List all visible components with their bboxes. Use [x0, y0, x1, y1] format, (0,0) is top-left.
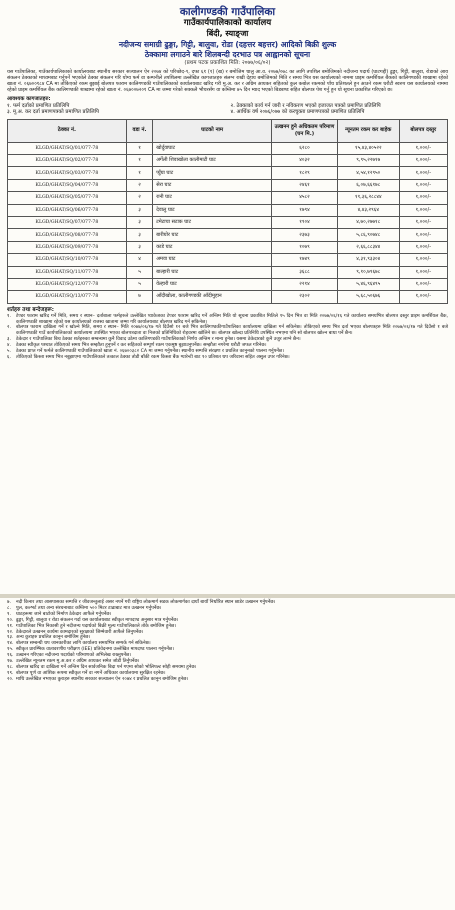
amount-cell: ९,१०,७९६७८: [337, 266, 399, 278]
column-header: वडा नं.: [126, 119, 152, 142]
site-name-cell: आँदीखोला, कालीगण्डकी आँदीमुहान: [153, 291, 272, 303]
quantity-cell: २३०२: [271, 291, 337, 303]
term-text: अन्य कुराहरु प्रचलित कानुन बमोजिम हुनेछ।: [16, 635, 91, 641]
ward-cell: २: [126, 179, 152, 191]
clipping-divider: [0, 594, 455, 598]
term-number: ११.: [7, 623, 14, 629]
table-row: [8, 254, 448, 266]
fee-cell: १,०००/-: [399, 241, 447, 253]
amount-cell: २,६६,८८३४४: [337, 241, 399, 253]
table-row: [8, 204, 448, 216]
fee-cell: १,०००/-: [399, 204, 447, 216]
term-number: ६.: [7, 355, 11, 361]
site-name-cell: खोर्दुवाघाट: [153, 142, 272, 154]
amount-cell: ५,६८,५०६७६: [337, 291, 399, 303]
term-number: १२.: [7, 629, 14, 635]
tender-code-cell: KLGD/GHAT/SQ/11/077-78: [8, 266, 127, 278]
amount-cell: ४,५४,१२९५०: [337, 167, 399, 179]
fee-cell: १,०००/-: [399, 179, 447, 191]
term-text: बोलपत्र सम्बन्धी थप जानकारीका लागि कार्यालय समयभित्र सम्पर्क गर्न सकिनेछ।: [16, 641, 151, 647]
fee-cell: १,०००/-: [399, 229, 447, 241]
table-row: [8, 179, 448, 191]
notice-header: [7, 6, 448, 39]
fee-cell: १,०००/-: [399, 291, 447, 303]
term-text: गाउँपालिका भित्र निकासी हुने नदीजन्य पदार्थको बिक्री मूल्य गाउँपालिकाले तोके बमोजिम हुनेछ।: [16, 623, 177, 629]
office-location: बिंदी, स्याङ्जा: [206, 29, 249, 38]
table-row: [8, 142, 448, 154]
ward-cell: ४: [126, 254, 152, 266]
tender-code-cell: KLGD/GHAT/SQ/09/077-78: [8, 241, 127, 253]
term-text: बोलपत्र फाराम दाखिला गर्ने र खोल्ने मिति, समय र स्थान– मिति २०७७/०६/१७ गते दिउँसो १२ बजे भित्र कालिगण्डकीगाउँपालिका कार्यालयमा दाखिला गर्न सकिनेछ। तोकिएको समय भित्र दर्ता भएका बोलपत्रहरु मिति २०७७/०६/१७ गते दिउँसो १ बजे कालिगण्डकी गाउँ कार्यपालिकाको कार्यालयमा उपस्थित भएका बोलपत्रदाता वा निजको प्रतिनिधिको रोहवरमा खोलिने छ। बोलपत्र खोल्दा प्रतिनिधि उपस्थित नभएमा पनि सो बोलपत्र खोल्न बाधा पर्ने छैन।: [16, 325, 448, 337]
term-number: २०.: [7, 676, 14, 682]
table-header-row: [8, 119, 448, 142]
term-text: ठेक्का प्राप्त गर्ने फर्मले कालिगण्डकी गाउँपालिकाको खाता नं. ०६७००३८२ CA मा जम्मा गर्नुपर्नेछ। स्थानीय सम्पत्ति संरक्षण र प्रचलित कानुनको पालना गर्नुपर्नेछ।: [16, 349, 284, 355]
document-item: ३. मू.अ. कर दर्ता प्रमाणपत्रको प्रमाणित प्रतिलिपि: [7, 109, 99, 116]
ward-cell: १: [126, 154, 152, 166]
term-number: १४.: [7, 641, 14, 647]
ward-cell: १: [126, 142, 152, 154]
quantity-cell: २४६१: [271, 179, 337, 191]
notice-title: [7, 40, 448, 60]
ward-cell: ३: [126, 204, 152, 216]
amount-cell: ४,३१,९३३०४: [337, 254, 399, 266]
terms-section: [7, 307, 448, 361]
site-name-cell: वेल्हारी घाट: [153, 278, 272, 290]
tender-code-cell: KLGD/GHAT/SQ/03/077-78: [8, 167, 127, 179]
tender-code-cell: KLGD/GHAT/SQ/12/077-78: [8, 278, 127, 290]
ward-cell: ३: [126, 229, 152, 241]
tender-code-cell: KLGD/GHAT/SQ/05/077-78: [8, 192, 127, 204]
quantity-cell: ६२८०: [271, 142, 337, 154]
table-body: [8, 142, 448, 303]
term-item: [7, 355, 448, 361]
term-text: ठेकेदारले उत्खनन कार्यमा कामदारको सुरक्षाको जिम्मेवारी आफैले लिनुपर्नेछ।: [16, 629, 144, 635]
table-row: [8, 167, 448, 179]
term-item: [7, 325, 448, 337]
fee-cell: १,०००/-: [399, 142, 447, 154]
table-row: [8, 241, 448, 253]
amount-cell: ६,०७,६६१७८: [337, 179, 399, 191]
amount-cell: ४,७०,२७७१८: [337, 216, 399, 228]
fee-cell: १,०००/-: [399, 278, 447, 290]
tender-code-cell: KLGD/GHAT/SQ/07/077-78: [8, 216, 127, 228]
quantity-cell: ४५८२: [271, 192, 337, 204]
term-text: ठेक्का स्वीकृत पश्चात तोकिएको समय भित्र सम्झौता हुनुपर्ने र कर सहितको सम्पूर्ण रकम एकमुष्ठ बुझाउनुपर्नेछ। सम्झौता नगरेमा धरौटी जफत गरिनेछ।: [16, 343, 267, 349]
terms-list-part-1: [7, 314, 448, 361]
ward-cell: २: [126, 192, 152, 204]
site-name-cell: बाल्हारी घाट: [153, 266, 272, 278]
site-name-cell: देवालु घाट: [153, 204, 272, 216]
amount-cell: ४,४३,२९६४: [337, 204, 399, 216]
site-name-cell: बारीघोर घाट: [153, 229, 272, 241]
amount-cell: ११,३६,२८८४४: [337, 192, 399, 204]
table-row: [8, 266, 448, 278]
amount-cell: ५,८६,९०७४८: [337, 229, 399, 241]
term-item: [7, 314, 448, 326]
term-number: ७.: [7, 600, 11, 605]
term-item: [7, 677, 448, 683]
document-item: ४. आर्थिक वर्ष २०७६/०७७ को करचुक्ता प्रमाणपत्रको प्रमाणित प्रतिलिपि: [230, 109, 365, 116]
term-number: १०.: [7, 617, 14, 623]
amount-cell: ९,९५,२२७१७: [337, 154, 399, 166]
ward-cell: ५: [126, 266, 152, 278]
term-number: १३.: [7, 635, 14, 641]
amount-cell: ५,४६,९६४९५: [337, 278, 399, 290]
notice-title-line-2: ठेक्कामा लगाउने बारे शिलबन्दी दरभाउ पत्र आह्वानको सूचना: [144, 50, 311, 59]
fee-cell: १,०००/-: [399, 154, 447, 166]
site-name-cell: टमेटाचा सटाक घाट: [153, 216, 272, 228]
site-name-cell: काडे घाट: [153, 241, 272, 253]
table-row: [8, 278, 448, 290]
ward-cell: ३: [126, 241, 152, 253]
quantity-cell: १८२९: [271, 167, 337, 179]
terms-continued: [7, 600, 448, 683]
quantity-cell: २३७३: [271, 229, 337, 241]
column-header: न्यूनतम रकम कर बाहेक: [337, 119, 399, 142]
intro-paragraph: यस गाउँपालिका, गाउँकार्यपालिकाको कार्यालयबाट स्थानीय सरकार सञ्चालन ऐन २०७४ को परिच्छेद-९, दफा ६१ (१) (ख) र बमोजिम चालु आ.व. २०७७/०७८ का लागि तपशिल बमोजिमको नदीजन्य पदार्थ (घाटगद्दी) ढुङ्गा, गिट्टी, बालुवा, रोडाको आय संकलन ठेक्काको माध्यमबाट गर्नुपर्ने भएकोले ठेक्का संकलन गरि योग्य फर्म वा कम्पनीले तपशिलमा उल्लेखित कागजातहरु संलग्न राखी देहाय बमोजिमको मिति र समय भित्र यस कार्यालयको नाममा प्राइम कमर्शियल बैंकको कालिगण्डकी शाखामा रहेको खाता नं. ०६७००१८४ CA मा तोकिएको रकम बुझाई बोलपत्र फाराम कालिगण्डकी गाउँपालिकाको कार्यालयबाट खरिद गरी मु.अ. कर र अग्रिम आयकर सहितको कुल कबोल रकमको पाँच प्रतिशतले हुन आउने रकम धरौटी स्वरुप यस कार्यालयको नाममा रहेको प्राइम कमर्शियल बैंक कालिगण्डकी शाखामा रहेको खाता नं. ०६७००७२०१ CA मा जम्मा गरेको सक्कलै भौचरसँग वा कम्तिमा ७५ दिन म्याद भएको बिडबण्ड सहित बोलपत्र पेश गर्नु हुन यो सूचना प्रकाशित गरिएको छ।: [7, 69, 448, 94]
column-header: उत्खनन हुने अधिकतम परिमाण (घन मि.): [271, 119, 337, 142]
term-number: ४.: [7, 343, 11, 349]
fee-cell: १,०००/-: [399, 216, 447, 228]
site-name-cell: अमवा घाट: [153, 254, 272, 266]
term-number: १९.: [7, 670, 14, 676]
notice-title-line-1: नदीजन्य समाग्री ढुङ्गा, गिट्टी, बालुवा, रोडा (दहत्तर बहत्तर) आदिको बिक्री शुल्क: [118, 40, 337, 49]
term-text: ठेकेदार र गाउँपालिका बिच ठेक्का शर्तहरुका सम्बन्धमा कुनै विवाद उठेमा कालिगण्डकी गाउँपालिकाको निर्णय अन्तिम र मान्य हुनेछ। यसमा ठेकेदारको कुनै उजुर लाग्ने छैन।: [16, 337, 301, 343]
tender-code-cell: KLGD/GHAT/SQ/06/077-78: [8, 204, 127, 216]
column-header: घाटको नाम: [153, 119, 272, 142]
quantity-cell: १०७९: [271, 241, 337, 253]
term-text: पुल, कल्भर्ट तथा अन्य संरचनाबाट कम्तिमा ५०० मिटर टाढाबाट मात्र उत्खनन गर्नुपर्नेछ।: [16, 605, 162, 611]
document-item: २. ठेक्काको कार्य गर्न जारी र नविकरण भएको इजाजत पत्रको प्रमाणित प्रतिलिपि: [230, 102, 381, 109]
terms-heading: शर्तहरु तथा बन्देजहरू:: [7, 306, 55, 313]
tender-code-cell: KLGD/GHAT/SQ/10/077-78: [8, 254, 127, 266]
required-documents: [7, 96, 448, 115]
term-text: टेण्डर फाराम खरिद गर्ने मिति, समय र स्थान– दर्ताबाला फर्महरुले उल्लेखित प्याकेजका टेण्डर फाराम खरिद गर्ने अन्तिम मिति यो सूचना प्रकाशित मितिले १५ दिन भित्र वा मिति २०७७/०६/१६ गते कार्यालय समयभित्र बोलपत्र दस्तुर प्राइम कमर्शियल बैंक, कालिगण्डकी शाखामा रहेको यस कार्यालयको राजस्व खातामा जम्मा गरि कार्यालयबाट बोलपत्र खरिद गर्न सकिनेछ।: [16, 313, 448, 325]
table-row: [8, 154, 448, 166]
table-row: [8, 291, 448, 303]
documents-heading: आवश्यक कागजातहरु:: [7, 96, 51, 103]
quantity-cell: १७९४: [271, 204, 337, 216]
table-row: [8, 229, 448, 241]
term-text: उल्लेखित न्यूनतम रकम मु.अ.कर र अग्रिम आयकर समेत जोडी तिर्नुपर्नेछ।: [16, 659, 140, 665]
ward-cell: ७: [126, 291, 152, 303]
term-number: १८.: [7, 664, 14, 670]
municipality-name: कालीगण्डकी गाउँपालिका: [179, 6, 276, 18]
quantity-cell: १९०४: [271, 216, 337, 228]
term-text: तोकिएको किस्ता समय भित्र नबुझाएमा गाउँपालिकाले तत्काल ठेक्का तोडी बाँकी रकम किस्ता बैंक ग्यारेन्टी बाट १० प्रतिशत थप जरिवाना सहित असुल उपर गरिनेछ।: [16, 355, 290, 361]
site-name-cell: सेरा घाट: [153, 179, 272, 191]
term-text: घाटहरूमा जाने बाटोको निर्माण ठेकेदार आफैले गर्नुपर्नेछ।: [16, 611, 112, 617]
ward-cell: ३: [126, 216, 152, 228]
site-name-cell: अर्गेली शिवाखोला कालीमाटी घाट: [153, 154, 272, 166]
fee-cell: १,०००/-: [399, 254, 447, 266]
term-text: माथि उल्लेखित नभएका कुराहरु स्थानीय सरकार सञ्चालन ऐन २०७४ र प्रचलित कानुन बमोजिम हुनेछ।: [16, 676, 189, 682]
fee-cell: १,०००/-: [399, 167, 447, 179]
column-header: ठेक्का नं.: [8, 119, 127, 142]
fee-cell: १,०००/-: [399, 266, 447, 278]
column-header: बोलपत्र दस्तुर: [399, 119, 447, 142]
term-text: स्वीकृत प्रारम्भिक वातावरणीय परीक्षण (IEE) प्रतिवेदनमा उल्लेखित मापदण्ड पालना गर्नुपर्नेछ।: [16, 647, 174, 653]
quantity-cell: २२१४: [271, 278, 337, 290]
published-date: (प्रथम पटक प्रकाशित मिति: २०७७/०६/०२): [184, 60, 271, 66]
site-name-cell: प्युँघा घाट: [153, 167, 272, 179]
term-text: बोलपत्र पूर्ण वा आंशिक रूपमा स्वीकृत गर्ने वा नगर्ने अधिकार कार्यालयमा सुरक्षित रहनेछ।: [16, 670, 166, 676]
tender-table: [7, 119, 448, 304]
term-text: ढुङ्गा, गिट्टी, बालुवा र रोडा संकलन गर्दा यस कार्यालयबाट स्वीकृत मापदण्ड अनुसार मात्र गर्नुपर्नेछ।: [16, 617, 179, 623]
term-text: उत्खनन गरिएका नदीजन्य पदार्थको परिमाणको अभिलेख राख्नुपर्नेछ।: [16, 653, 132, 659]
table-row: [8, 192, 448, 204]
term-number: २.: [7, 325, 11, 331]
table-row: [8, 216, 448, 228]
tender-code-cell: KLGD/GHAT/SQ/02/077-78: [8, 154, 127, 166]
term-number: ८.: [7, 605, 11, 611]
term-text: नदी किनार तथा आसपासका सम्पत्ति र जीवजन्तुलाई असर नपर्ने गरी राष्ट्रिय लोकमार्ग सडक लोकमार्गका दायाँ बायाँ निर्धारित स्थान छाडेर उत्खनन गर्नुपर्नेछ।: [16, 600, 276, 605]
term-number: १.: [7, 313, 11, 319]
site-name-cell: रानी घाट: [153, 192, 272, 204]
term-number: १५.: [7, 647, 14, 653]
term-number: ३.: [7, 337, 11, 343]
tender-code-cell: KLGD/GHAT/SQ/04/077-78: [8, 179, 127, 191]
quantity-cell: ४०३२: [271, 154, 337, 166]
document-item: १. फर्म दर्ताको प्रमाणित प्रतिलिपि: [7, 102, 70, 109]
amount-cell: १५,४३,४०५२२: [337, 142, 399, 154]
office-name: गाउँकार्यपालिकाको कार्यालय: [183, 18, 272, 28]
terms-list-part-2: [7, 600, 448, 683]
fee-cell: १,०००/-: [399, 192, 447, 204]
term-number: ९.: [7, 611, 11, 617]
term-number: ५.: [7, 349, 11, 355]
term-text: बोलपत्र खरिद वा दाखिला गर्ने अन्तिम दिन सार्वजनिक बिदा पर्न गएमा सोको भोलिपल्ट सोही समयमा हुनेछ।: [16, 664, 197, 670]
term-number: १६.: [7, 653, 14, 659]
ward-cell: १: [126, 167, 152, 179]
quantity-cell: ३६८८: [271, 266, 337, 278]
tender-code-cell: KLGD/GHAT/SQ/13/077-78: [8, 291, 127, 303]
quantity-cell: १७४९: [271, 254, 337, 266]
tender-code-cell: KLGD/GHAT/SQ/08/077-78: [8, 229, 127, 241]
term-number: १७.: [7, 659, 14, 665]
ward-cell: ५: [126, 278, 152, 290]
tender-code-cell: KLGD/GHAT/SQ/01/077-78: [8, 142, 127, 154]
